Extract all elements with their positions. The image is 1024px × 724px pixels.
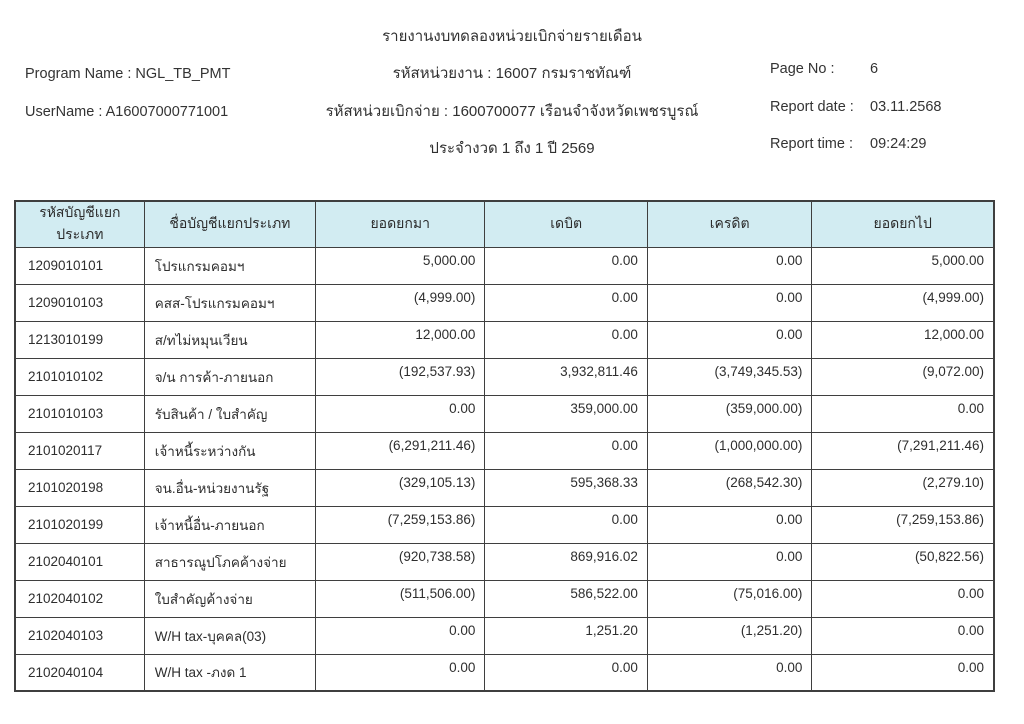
account-name-cell: จ/น การค้า-ภายนอก [144,358,315,395]
table-head-row [15,201,994,247]
account-code-cell: 2102040103 [15,617,144,654]
program-name-value: NGL_TB_PMT [135,66,231,82]
report-time-value: 09:24:29 [870,136,927,152]
table-row [15,247,994,284]
balance-forward-cell: 0.00 [316,617,485,654]
page-no-label: Page No : [770,61,835,77]
account-name-cell: เจ้าหนี้ระหว่างกัน [144,432,315,469]
table-row [15,321,994,358]
table-body [15,247,994,691]
report-time-label: Report time : [770,136,853,152]
username-value: A16007000771001 [105,104,229,120]
balance-forward-cell: (511,506.00) [316,580,485,617]
table-row [15,395,994,432]
account-code-cell: 2102040102 [15,580,144,617]
page-title: รายงานงบทดลองหน่วยเบิกจ่ายรายเดือน [382,28,642,45]
agency-code-line: รหัสหน่วยงาน : 16007 กรมราชทัณฑ์ [392,65,632,82]
debit-cell: 869,916.02 [485,543,648,580]
credit-cell: 0.00 [647,247,811,284]
table-row [15,506,994,543]
balance-carried-cell: 0.00 [812,654,994,691]
balance-carried-cell: 5,000.00 [812,247,994,284]
balance-forward-cell: (4,999.00) [316,284,485,321]
table-row [15,358,994,395]
debit-cell: 0.00 [485,432,648,469]
credit-cell: (359,000.00) [647,395,811,432]
balance-forward-cell: (192,537.93) [316,358,485,395]
column-header-0: รหัสบัญชีแยกประเภท [15,201,144,247]
account-code-cell: 2101010102 [15,358,144,395]
table-row [15,543,994,580]
debit-cell: 359,000.00 [485,395,648,432]
balance-carried-cell: (9,072.00) [812,358,994,395]
account-code-cell: 2102040101 [15,543,144,580]
account-name-cell: ส/ทไม่หมุนเวียน [144,321,315,358]
table-row [15,432,994,469]
program-name-label: Program Name : [25,66,132,82]
balance-carried-cell: (7,291,211.46) [812,432,994,469]
debit-cell: 1,251.20 [485,617,648,654]
debit-cell: 595,368.33 [485,469,648,506]
table-row [15,469,994,506]
balance-forward-cell: (6,291,211.46) [316,432,485,469]
debit-cell: 0.00 [485,654,648,691]
column-header-4: เครดิต [647,201,811,247]
credit-cell: 0.00 [647,506,811,543]
account-name-cell: คสส-โปรแกรมคอมฯ [144,284,315,321]
account-name-cell: เจ้าหนี้อื่น-ภายนอก [144,506,315,543]
credit-cell: (268,542.30) [647,469,811,506]
credit-cell: 0.00 [647,284,811,321]
balance-forward-cell: (329,105.13) [316,469,485,506]
program-name-line [25,66,231,82]
account-code-cell: 2101020117 [15,432,144,469]
account-name-cell: สาธารณูปโภคค้างจ่าย [144,543,315,580]
account-code-cell: 1213010199 [15,321,144,358]
account-code-cell: 2102040104 [15,654,144,691]
balance-forward-cell: 12,000.00 [316,321,485,358]
column-header-5: ยอดยกไป [812,201,994,247]
balance-carried-cell: (4,999.00) [812,284,994,321]
trial-balance-table [14,200,995,692]
credit-cell: 0.00 [647,654,811,691]
balance-carried-cell: 0.00 [812,580,994,617]
credit-cell: (1,000,000.00) [647,432,811,469]
debit-cell: 0.00 [485,321,648,358]
table-row [15,617,994,654]
balance-carried-cell: (2,279.10) [812,469,994,506]
balance-carried-cell: (50,822.56) [812,543,994,580]
disbursement-unit-line: รหัสหน่วยเบิกจ่าย : 1600700077 เรือนจำจังหวัดเพชรบูรณ์ [325,103,699,120]
credit-cell: 0.00 [647,321,811,358]
balance-forward-cell: (7,259,153.86) [316,506,485,543]
balance-forward-cell: 5,000.00 [316,247,485,284]
debit-cell: 586,522.00 [485,580,648,617]
report-date-value: 03.11.2568 [870,99,942,115]
debit-cell: 0.00 [485,284,648,321]
debit-cell: 0.00 [485,506,648,543]
account-name-cell: จน.อื่น-หน่วยงานรัฐ [144,469,315,506]
balance-forward-cell: (920,738.58) [316,543,485,580]
account-name-cell: W/H tax -ภงด 1 [144,654,315,691]
balance-carried-cell: (7,259,153.86) [812,506,994,543]
report-date-label: Report date : [770,99,854,115]
credit-cell: (1,251.20) [647,617,811,654]
trial-balance-table-wrap [14,200,995,692]
account-code-cell: 2101020199 [15,506,144,543]
account-code-cell: 1209010103 [15,284,144,321]
account-name-cell: W/H tax-บุคคล(03) [144,617,315,654]
balance-forward-cell: 0.00 [316,654,485,691]
balance-carried-cell: 0.00 [812,395,994,432]
table-row [15,654,994,691]
debit-cell: 0.00 [485,247,648,284]
period-line: ประจำงวด 1 ถึง 1 ปี 2569 [429,140,595,157]
balance-carried-cell: 0.00 [812,617,994,654]
account-code-cell: 2101010103 [15,395,144,432]
column-header-1: ชื่อบัญชีแยกประเภท [144,201,315,247]
column-header-2: ยอดยกมา [316,201,485,247]
credit-cell: (75,016.00) [647,580,811,617]
table-row [15,580,994,617]
account-code-cell: 1209010101 [15,247,144,284]
credit-cell: 0.00 [647,543,811,580]
balance-forward-cell: 0.00 [316,395,485,432]
debit-cell: 3,932,811.46 [485,358,648,395]
account-name-cell: รับสินค้า / ใบสำคัญ [144,395,315,432]
account-name-cell: โปรแกรมคอมฯ [144,247,315,284]
table-row [15,284,994,321]
credit-cell: (3,749,345.53) [647,358,811,395]
username-label: UserName : [25,104,103,120]
username-line [25,104,228,120]
column-header-3: เดบิต [485,201,648,247]
balance-carried-cell: 12,000.00 [812,321,994,358]
account-name-cell: ใบสำคัญค้างจ่าย [144,580,315,617]
account-code-cell: 2101020198 [15,469,144,506]
page-no-value: 6 [870,61,879,77]
